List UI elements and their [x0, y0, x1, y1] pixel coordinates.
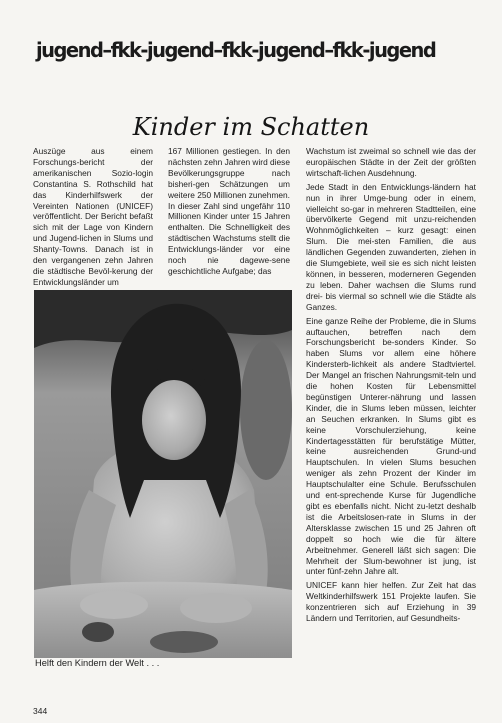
text-column-1	[33, 146, 153, 291]
paragraph: UNICEF kann hier helfen. Zur Zeit hat das Weltkinderhilfswerk 151 Projekte laufen. Sie konzentrieren sich auf Erziehung in 39 Ländern und Territorien, auf Gesundheits-	[306, 580, 476, 624]
text-column-2	[168, 146, 290, 280]
paragraph: 167 Millionen gestiegen. In den nächsten zehn Jahren wird diese Bevölkerungsgruppe nach bisheri-gen Schätzungen um weitere 250 Millionen zunehmen. In dieser Zahl sind ungefähr 110 Millionen Kinder unter 15 Jahren enthalten. Die Schnelligkeit des städtischen Wachstums stellt die Entwicklungs-länder vor eine noch nie dagewe-sene geschichtliche Aufgabe; das	[168, 146, 290, 276]
article-photo	[34, 290, 292, 658]
article-title: Kinder im Schatten	[132, 113, 370, 141]
paragraph: Jede Stadt in den Entwicklungs-ländern hat nun in ihrer Umge-bung oder in einem, vielleicht so-gar in mehreren Stadtteilen, eine übervölkerte Gegend mit unzu-reichenden Wohnmöglichkeiten – kurz gesagt: einen Slum. Die mei-sten Familien, die aus ländlichen Gegenden zuwanderten, ziehen in die Slumgebiete, weil sie es sich nicht leisten können, in besseren, moderneren Gegenden zu leben. Daher wachsen die Slums rund drei- bis viermal so schnell wie die Städte als Ganzes.	[306, 181, 476, 312]
text-column-3	[306, 146, 476, 627]
paragraph: Eine ganze Reihe der Probleme, die in Slums auftauchen, betreffen nach dem Forschungsbericht be-sonders Kinder. So haben Slums vor allem eine höhere Kindersterb-lichkeit als andere Stadtviertel. Der Mangel an frischen Nahrungsmit-teln und die hohen Kosten für Lebensmittel begünstigen Unterer-nährung und lassen Kinder, die in Slums leben müssen, leichter an Seuchen erkranken. In Slums gibt es keine Vorschulerziehung, keine Kindertagesstätten für berufstätige Mütter, keine ausreichenden Grund-und Hauptschulen. In vielen Slums besuchen weniger als zehn Prozent der Kinder im Hauptschulalter eine Schule. Berufsschulen und ent-sprechende Kurse für Jugendliche gibt es ebenfalls nicht. Nicht zu-letzt deshalb ist die Arbeitslosen-rate in Slums in der Altersklasse zwischen 15 und 25 Jahren oft doppelt so hoch wie die für ältere Arbeitnehmer. Generell läßt sich sagen: Die Mehrheit der Slum-bewohner ist jung, ist unter fünf-zehn Jahre alt.	[306, 315, 476, 577]
page-number: 344	[33, 706, 48, 716]
photo-caption: Helft den Kindern der Welt . . .	[35, 658, 160, 668]
paragraph: Wachstum ist zweimal so schnell wie das der europäischen Städte in der Zeit der größten wirtschaft-lichen Ausdehnung.	[306, 146, 476, 178]
section-header: jugend–fkk-jugend–fkk-jugend–fkk-jugend	[36, 38, 436, 62]
paragraph: Auszüge aus einem Forschungs-bericht der amerikanischen Sozio-login Constantina S. Rothschild hat das Kinderhilfswerk der Vereinten Nationen (UNICEF) veröffentlicht. Der Bericht befaßt sich mit der Lage von Kindern und Jugend-lichen in Slums und Shanty-Towns. Danach ist in den vergangenen zehn Jahren die städtische Bevöl-kerung der Entwicklungsländer um	[33, 146, 153, 287]
